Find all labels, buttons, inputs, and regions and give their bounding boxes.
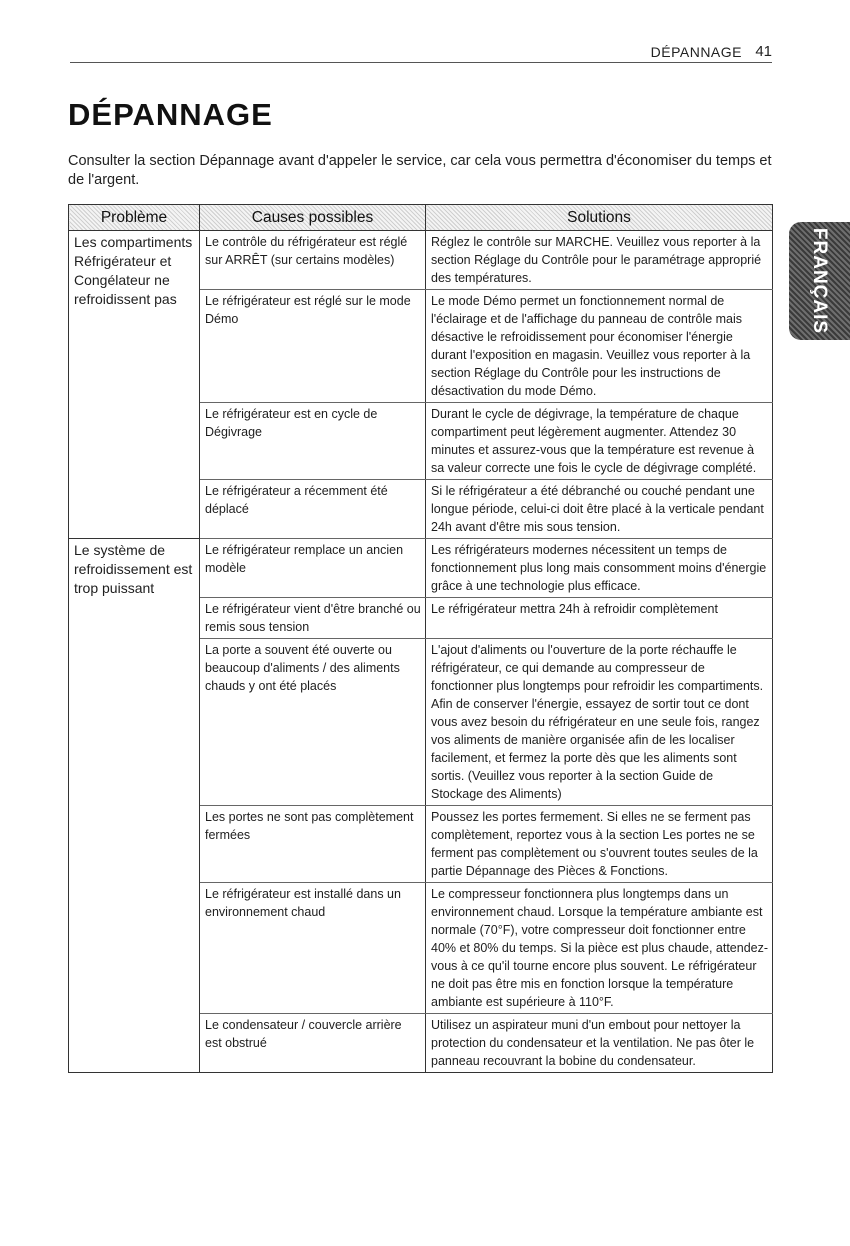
cause-cell: Le condensateur / couvercle arrière est obstrué [200, 1014, 426, 1073]
problem-cell: Le système de refroidissement est trop puissant [69, 539, 200, 1073]
solution-cell: Poussez les portes fermement. Si elles ne se ferment pas complètement, reportez vous à la section Les portes ne se ferment pas complètement ou s'ouvrent toutes seules de la partie Dépannage des Pièces & Fonctions. [426, 806, 773, 883]
column-header-solutions: Solutions [426, 205, 773, 231]
running-header [70, 43, 772, 63]
header-section-label: DÉPANNAGE [650, 44, 742, 60]
cause-cell: Le réfrigérateur est réglé sur le mode Démo [200, 290, 426, 403]
table-row [69, 539, 773, 598]
cause-cell: Le réfrigérateur remplace un ancien modèle [200, 539, 426, 598]
solution-cell: Le mode Démo permet un fonctionnement normal de l'éclairage et de l'affichage du panneau de contrôle mais désactive le refroidissement pour économiser l'énergie durant l'exposition en magasin. Veuillez vous reporter à la section Réglage du Contrôle pour les instructions de désactivation du mode Démo. [426, 290, 773, 403]
page-title: DÉPANNAGE [68, 97, 273, 132]
table-row [69, 231, 773, 290]
cause-cell: La porte a souvent été ouverte ou beaucoup d'aliments / des aliments chauds y ont été placés [200, 639, 426, 806]
intro-paragraph: Consulter la section Dépannage avant d'appeler le service, car cela vous permettra d'économiser du temps et de l'argent. [68, 153, 772, 188]
solution-cell: Si le réfrigérateur a été débranché ou couché pendant une longue période, celui-ci doit être placé à la verticale pendant 24h avant d'être mis sous tension. [426, 480, 773, 539]
cause-cell: Le réfrigérateur vient d'être branché ou remis sous tension [200, 598, 426, 639]
language-tab [789, 222, 850, 340]
solution-cell: L'ajout d'aliments ou l'ouverture de la porte réchauffe le réfrigérateur, ce qui demande au compresseur de fonctionner plus longtemps pour refroidir les compartiments. Afin de conserver l'énergie, essayez de sortir tout ce dont vous avez besoin du réfrigérateur en une seule fois, rangez vos aliments de manière organisée afin de les localiser facilement, et fermez la porte dès que les aliments sont sortis. (Veuillez vous reporter à la section Guide de Stockage des Aliments) [426, 639, 773, 806]
solution-cell: Utilisez un aspirateur muni d'un embout pour nettoyer la protection du condensateur et la ventilation. Ne pas ôter le panneau recouvrant la bobine du condensateur. [426, 1014, 773, 1073]
cause-cell: Le réfrigérateur est en cycle de Dégivrage [200, 403, 426, 480]
solution-cell: Les réfrigérateurs modernes nécessitent un temps de fonctionnement plus long mais consomment moins d'énergie grâce à une technologie plus efficace. [426, 539, 773, 598]
column-header-problem: Problème [69, 205, 200, 231]
solution-cell: Le compresseur fonctionnera plus longtemps dans un environnement chaud. Lorsque la température ambiante est normale (70°F), votre compresseur doit fonctionner entre 40% et 80% du temps. Si la pièce est plus chaude, attendez-vous à ce qu'il tourne encore plus souvent. Le réfrigérateur ne doit pas être mis en fonction lorsque la température ambiante est supérieure à 110°F. [426, 883, 773, 1014]
cause-cell: Le réfrigérateur est installé dans un environnement chaud [200, 883, 426, 1014]
column-header-causes: Causes possibles [200, 205, 426, 231]
solution-cell: Durant le cycle de dégivrage, la température de chaque compartiment peut légèrement augmenter. Attendez 30 minutes et assurez-vous que la température est revenue à sa valeur correcte une fois le cycle de dégivrage complété. [426, 403, 773, 480]
table-header-row [69, 205, 773, 231]
cause-cell: Les portes ne sont pas complètement fermées [200, 806, 426, 883]
cause-cell: Le contrôle du réfrigérateur est réglé sur ARRÊT (sur certains modèles) [200, 231, 426, 290]
page-number: 41 [755, 43, 772, 60]
solution-cell: Réglez le contrôle sur MARCHE. Veuillez vous reporter à la section Réglage du Contrôle pour le paramétrage approprié des températures. [426, 231, 773, 290]
troubleshooting-table [68, 204, 773, 1073]
problem-cell: Les compartiments Réfrigérateur et Congélateur ne refroidissent pas [69, 231, 200, 539]
language-tab-label: FRANÇAIS [809, 227, 831, 335]
cause-cell: Le réfrigérateur a récemment été déplacé [200, 480, 426, 539]
solution-cell: Le réfrigérateur mettra 24h à refroidir complètement [426, 598, 773, 639]
